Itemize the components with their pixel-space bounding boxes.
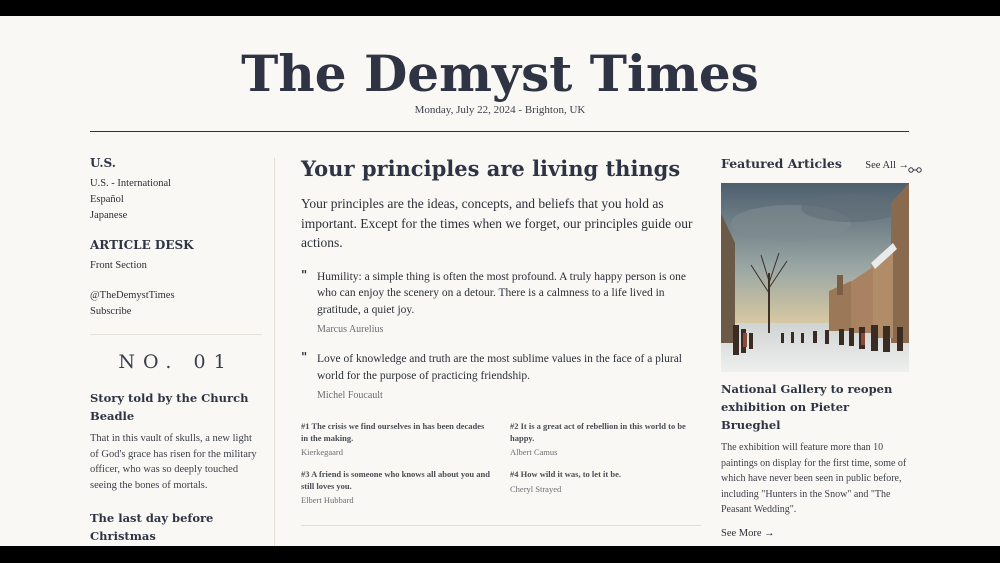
- mini-quote: [510, 469, 701, 505]
- quote-block: [301, 351, 701, 401]
- featured-header: [721, 156, 909, 171]
- featured-painting-image[interactable]: [721, 183, 909, 372]
- mini-quote-author: Elbert Hubbard: [301, 495, 354, 505]
- see-all-link[interactable]: See All →: [865, 160, 909, 171]
- featured-article-title[interactable]: National Gallery to reopen exhibition on Pieter Brueghel: [721, 382, 893, 432]
- mini-quote-text: #3 A friend is someone who knows all about you and still loves you.: [301, 469, 490, 491]
- quote-mark-icon: ": [301, 267, 308, 282]
- story-body: That in this vault of skulls, a new light of God's grace has risen for the military officer, who was so deeply touched seeing the bones of mortals.: [90, 433, 257, 491]
- masthead: [0, 46, 1000, 116]
- mini-quote-author: Kierkegaard: [301, 447, 344, 457]
- mini-quote: [301, 421, 492, 457]
- article-intro: Your principles are the ideas, concepts, and beliefs that you hold as important. Except for the times when we forget, our principles guide our actions.: [301, 196, 693, 250]
- quote-text: Love of knowledge and truth are the most sublime values in the face of a plural world for the purpose of practicing friendship.: [317, 353, 683, 382]
- issue-number: NO. 01: [118, 351, 234, 373]
- mini-quote: [510, 421, 701, 457]
- quote-mark-icon: ": [301, 350, 308, 364]
- article-title[interactable]: Your principles are living things: [301, 156, 681, 181]
- mini-quote-author: Cheryl Strayed: [510, 483, 562, 494]
- center-divider: [301, 525, 701, 526]
- edition-link-international[interactable]: U.S. - International: [90, 178, 172, 189]
- left-sidebar: [90, 156, 262, 546]
- quote-author: Michel Foucault: [317, 390, 383, 401]
- quote-block: [301, 269, 701, 336]
- mini-quotes-grid: [301, 421, 701, 505]
- site-title[interactable]: The Demyst Times: [241, 44, 759, 103]
- social-handle-link[interactable]: @TheDemystTimes: [90, 290, 175, 301]
- edition-link-japanese[interactable]: Japanese: [90, 210, 128, 221]
- front-section-link[interactable]: Front Section: [90, 260, 147, 271]
- masthead-rule: [90, 131, 909, 132]
- quote-text: Humility: a simple thing is often the most profound. A truly happy person is one who can enjoy the scenery on a detour. There is a calmness to a life lived in gratitude, a quiet joy.: [317, 270, 686, 316]
- edition-link-espanol[interactable]: Español: [90, 194, 124, 205]
- sidebar-divider: [90, 334, 262, 335]
- subscribe-link[interactable]: Subscribe: [90, 306, 132, 317]
- link-cursor-icon: [908, 166, 922, 174]
- story-title[interactable]: Story told by the Church Beadle: [90, 391, 249, 423]
- mini-quote: [301, 469, 492, 505]
- main-article: [301, 154, 701, 526]
- dateline: Monday, July 22, 2024 - Brighton, UK: [414, 104, 586, 116]
- column-divider: [274, 158, 275, 546]
- page: [0, 16, 1000, 546]
- featured-heading: Featured Articles: [721, 156, 842, 171]
- mini-quote-text: #4 How wild it was, to let it be.: [510, 469, 621, 479]
- mini-quote-text: #2 It is a great act of rebellion in this world to be happy.: [510, 421, 686, 443]
- story-title[interactable]: The last day before Christmas: [90, 511, 214, 543]
- featured-article-body: The exhibition will feature more than 10 paintings on display for the first time, some of which have never been seen in public before, including "Hunters in the Snow" and "The Peasant Wedding".: [721, 442, 907, 515]
- featured-articles: [721, 156, 909, 546]
- mini-quote-author: Albert Camus: [510, 447, 558, 457]
- edition-heading: U.S.: [90, 156, 116, 170]
- quote-author: Marcus Aurelius: [317, 324, 384, 335]
- article-desk-heading: ARTICLE DESK: [90, 238, 194, 252]
- see-more-link[interactable]: See More →: [721, 527, 775, 539]
- mini-quote-text: #1 The crisis we find ourselves in has been decades in the making.: [301, 421, 485, 443]
